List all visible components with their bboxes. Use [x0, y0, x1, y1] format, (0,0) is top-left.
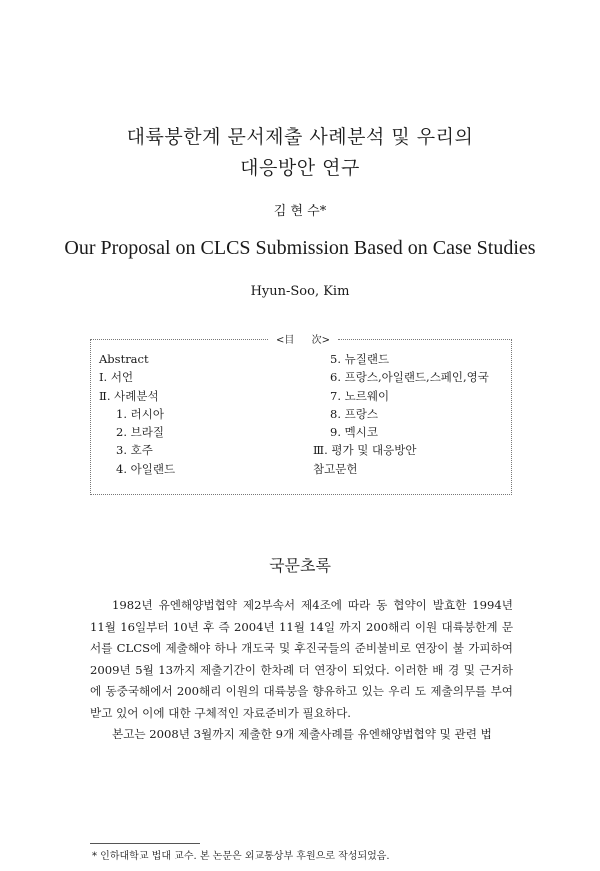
text-line: 도 제출의무를 부여받고 있어 이에 대한 구체적인 자료준비가 필요하다.: [90, 684, 513, 720]
section-title: 국문초록: [269, 556, 331, 575]
toc-item: 7. 노르웨이: [330, 388, 390, 403]
text-line: 본고는 2008년 3월까지 제출한 9개 제출사례를 유엔해양법협약 및 관련 법: [112, 727, 492, 741]
toc-item: 2. 브라질: [116, 425, 164, 440]
abstract-body: [90, 595, 513, 746]
toc-item: 8. 프랑스: [330, 406, 378, 421]
toc-item: 참고문헌: [313, 461, 358, 476]
toc-right-column: [313, 350, 489, 478]
toc-item: Ⅲ. 평가 및 대응방안: [313, 443, 417, 458]
english-author: Hyun-Soo, Kim: [250, 284, 350, 299]
toc-item: 1. 러시아: [116, 406, 164, 421]
toc-item: 9. 멕시코: [330, 425, 378, 440]
toc-item: 4. 아일랜드: [116, 461, 176, 476]
text-line: 1982년 유엔해양법협약 제2부속서 제4조에 따라 동 협약이 발효한 1994년: [112, 598, 513, 612]
text-line: 문서를 CLCS에 제출해야 하나 개도국 및 후진국들의 준비불비로 연장이 불: [90, 619, 514, 655]
footnote-rule: [90, 843, 200, 844]
paper-title-line-1: 대륙붕한계 문서제출 사례분석 및 우리의: [126, 126, 474, 148]
toc-item: Abstract: [99, 352, 149, 366]
toc-item: 3. 호주: [116, 443, 153, 458]
author-name: 김 현 수*: [273, 204, 327, 219]
english-title: Our Proposal on CLCS Submission Based on Case Studies: [64, 237, 536, 259]
text-line: 가피하여 2009년 5월 13까지 제출기간이 한차례 더 연장이 되었다. 이러한 배: [90, 641, 513, 677]
footnote: * 인하대학교 법대 교수. 본 논문은 외교통상부 후원으로 작성되었음.: [92, 851, 390, 862]
toc-item: 5. 뉴질랜드: [330, 352, 390, 366]
paragraph-1: [90, 595, 513, 724]
toc-item: 6. 프랑스,아일랜드,스페인,영국: [330, 370, 489, 385]
paragraph-2: [90, 724, 513, 746]
toc-heading: <目 次>: [276, 335, 330, 346]
toc-item: Ⅱ. 사례분석: [99, 388, 159, 403]
toc-left-column: [99, 350, 175, 478]
paper-title-line-2: 대응방안 연구: [240, 157, 360, 179]
text-line: 경 및 근거하에 동중국해에서 200해리 이원의 대륙붕을 향유하고 있는 우리: [90, 662, 513, 698]
toc-item: Ⅰ. 서언: [99, 370, 134, 385]
text-line: 11월 16일부터 10년 후 즉 2004년 11월 14일 까지 200해리 이원 대륙붕한계: [90, 619, 498, 634]
